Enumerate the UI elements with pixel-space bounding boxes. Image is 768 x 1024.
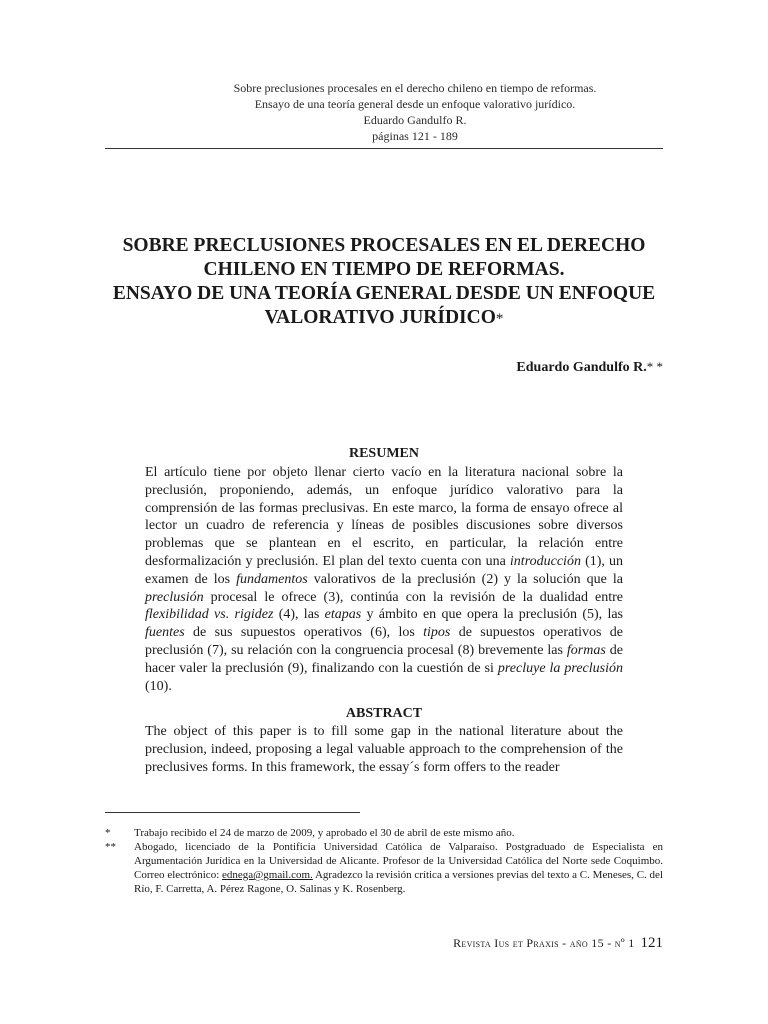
page-number: 121	[640, 935, 663, 951]
resumen-italic: fundamentos	[236, 571, 308, 587]
email-link[interactable]: ednega@gmail.com.	[222, 869, 313, 881]
running-header-author: Eduardo Gandulfo R.	[363, 113, 467, 127]
resumen-heading: RESUMEN	[348, 446, 419, 461]
resumen-text: (4), las	[273, 607, 325, 623]
footnote-text-part: Abogado, licenciado de la Pontificia Universidad Católica de Valparaíso. Postgraduado de Especialista en Argumentación Jurídica en la Universidad de Alicante. Profesor de la Universidad Católica del Norte sede Coquimbo. Correo electrónico:	[134, 841, 663, 881]
resumen-italic: fuentes	[145, 625, 185, 641]
resumen-text: procesal le ofrece (3), continúa con la revisión de la dualidad entre	[203, 589, 623, 605]
resumen-text: (10).	[145, 678, 172, 694]
resumen-italic: preclusión	[145, 589, 204, 605]
running-header-pages: páginas 121 - 189	[372, 129, 458, 143]
running-header	[110, 80, 720, 144]
abstract-paragraph: The object of this paper is to fill some gap in the national literature about the preclusion, indeed, proposing a legal valuable approach to the comprehension of the preclusives forms. In this framework, the essay´s form offers to the reader	[145, 724, 623, 775]
title-line-3: ENSAYO DE UNA TEORÍA GENERAL DESDE UN ENFOQUE	[112, 283, 656, 304]
resumen-italic: flexibilidad vs. rigidez	[145, 607, 274, 623]
resumen-paragraph	[145, 464, 623, 695]
author-footnote-mark: * *	[646, 359, 663, 374]
header-rule	[105, 148, 663, 149]
footnote-text	[134, 840, 663, 896]
footnote-2	[105, 840, 663, 896]
resumen-text: de sus supuestos operativos (6), los	[184, 625, 424, 641]
resumen-text: El artículo tiene por objeto llenar cierto vacío en la literatura nacional sobre la preclusión, proponiendo, además, un enfoque jurídico valorativo para la comprensión de las formas preclusivas. En este marco, la forma de ensayo ofrece al lector un cuadro de referencia y líneas de posibles discusiones sobre diversos problemas que se plantean en el escrito, en particular, la relación entre desformalización y preclusión. El plan del texto cuenta con una	[145, 465, 623, 569]
footnote-1	[105, 826, 663, 840]
author-name: Eduardo Gandulfo R.	[516, 360, 647, 375]
footnotes	[105, 826, 663, 896]
resumen-italic: tipos	[423, 625, 451, 641]
abstract-heading: ABSTRACT	[345, 706, 423, 721]
page-footer	[453, 935, 663, 952]
footnote-mark: **	[105, 841, 116, 853]
title-line-2: CHILENO EN TIEMPO DE REFORMAS.	[203, 259, 565, 280]
title-line-4-text: VALORATIVO JURÍDICO	[264, 307, 496, 328]
resumen-italic: etapas	[324, 607, 362, 623]
article-title	[105, 234, 663, 331]
resumen-text: de hacer valer la preclusión (9), finalizando con la cuestión de si	[145, 642, 623, 676]
resumen-text: (1), un examen de los	[145, 553, 623, 587]
running-header-title-line: Sobre preclusiones procesales en el derecho chileno en tiempo de reformas.	[233, 81, 597, 95]
resumen-italic: introducción	[509, 553, 581, 569]
footnote-rule	[105, 812, 360, 813]
title-line-4	[105, 306, 663, 331]
footnote-text: Trabajo recibido el 24 de marzo de 2009, y aprobado el 30 de abril de este mismo año.	[134, 827, 515, 839]
author-byline	[516, 359, 663, 376]
resumen-italic: precluye la preclusión	[497, 660, 623, 676]
journal-name: Revista Ius et Praxis - año 15 - nº 1	[453, 936, 635, 950]
resumen-text: valorativos de la preclusión (2) y la solución que la	[307, 571, 623, 587]
resumen-text: de supuestos operativos de preclusión (7), su relación con la congruencia procesal (8) brevemente las	[145, 625, 623, 658]
footnote-text-part: Agradezco la revisión crítica a versiones previas del texto a C. Meneses, C. del Río, F. Carretta, A. Pérez Ragone, O. Salinas y K. Rosenberg.	[134, 869, 663, 895]
running-header-subtitle-line: Ensayo de una teoría general desde un enfoque valorativo jurídico.	[254, 97, 576, 111]
title-line-1: SOBRE PRECLUSIONES PROCESALES EN EL DERECHO	[122, 235, 646, 256]
title-footnote-mark: *	[495, 311, 504, 327]
footnote-mark: *	[105, 827, 111, 839]
resumen-text: y ámbito en que opera la preclusión (5), las	[361, 607, 623, 623]
resumen-italic: formas	[566, 642, 606, 658]
